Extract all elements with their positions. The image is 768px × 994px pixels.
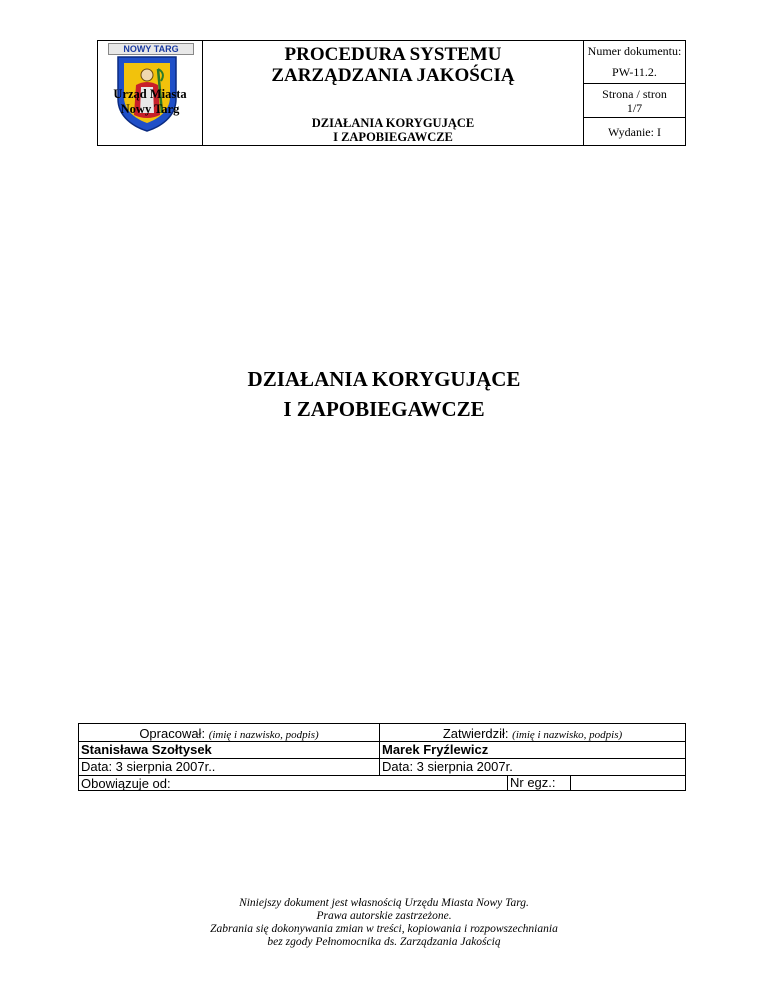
approved-by-name: Marek Fryźlewicz (382, 742, 489, 757)
doc-number-label: Numer dokumentu: (587, 44, 682, 58)
footer-line3: Zabrania się dokonywania zmian w treści, kopiowania i rozpowszechniania (210, 923, 558, 935)
main-title (0, 364, 768, 424)
page-count-value: 1/7 (626, 101, 643, 115)
prepared-by-hint: (imię i nazwisko, podpis) (208, 729, 319, 741)
footer-line4: bez zgody Pełnomocnika ds. Zarządzania Jakością (267, 936, 501, 948)
procedure-title (203, 44, 583, 86)
logo-cell (98, 41, 203, 145)
prepared-by-label: Opracował: (139, 726, 209, 741)
copy-number-label: Nr egz.: (507, 775, 571, 791)
edition-box (584, 118, 685, 145)
edition-label: Wydanie: I (608, 125, 661, 139)
logo-caption-line2: Nowy Targ (120, 102, 180, 116)
prepared-by-column (79, 724, 380, 775)
footer-line1: Niniejszy dokument jest własnością Urzędu Miasta Nowy Targ. (239, 897, 529, 909)
procedure-subtitle-line2: I ZAPOBIEGAWCZE (333, 130, 453, 144)
approved-by-label: Zatwierdził: (442, 726, 513, 741)
procedure-title-line2: ZARZĄDZANIA JAKOŚCIĄ (271, 65, 515, 86)
table-divider (79, 758, 685, 759)
page-count-box (584, 84, 685, 118)
logo-banner (108, 43, 194, 55)
approved-by-hint: (imię i nazwisko, podpis) (512, 729, 623, 741)
table-divider (79, 741, 685, 742)
page-count-label: Strona / stron (602, 87, 667, 101)
approved-by-column (380, 724, 685, 775)
doc-number-value: PW-11.2. (612, 65, 657, 79)
main-title-line2: I ZAPOBIEGAWCZE (283, 397, 485, 421)
logo-caption-line1: Urząd Miasta (113, 87, 187, 101)
logo-caption (98, 87, 202, 117)
document-header-table (97, 40, 686, 146)
procedure-subtitle (203, 116, 583, 144)
footer-line2: Prawa autorskie zastrzeżone. (316, 910, 452, 922)
procedure-subtitle-line1: DZIAŁANIA KORYGUJĄCE (311, 116, 475, 130)
header-title-cell (203, 41, 583, 145)
procedure-title-line1: PROCEDURA SYSTEMU (284, 44, 502, 65)
effective-from-label: Obowiązuje od: (81, 776, 171, 791)
approved-by-date: Data: 3 sierpnia 2007r. (382, 759, 513, 774)
prepared-by-name: Stanisława Szołtysek (81, 742, 212, 757)
prepared-by-date: Data: 3 sierpnia 2007r.. (81, 759, 216, 774)
header-meta-cell (583, 41, 685, 145)
main-title-line1: DZIAŁANIA KORYGUJĄCE (247, 367, 521, 391)
logo-banner-text: NOWY TARG (123, 44, 179, 54)
approval-table (78, 723, 686, 791)
doc-number-box (584, 41, 685, 84)
ownership-notice (0, 897, 768, 949)
